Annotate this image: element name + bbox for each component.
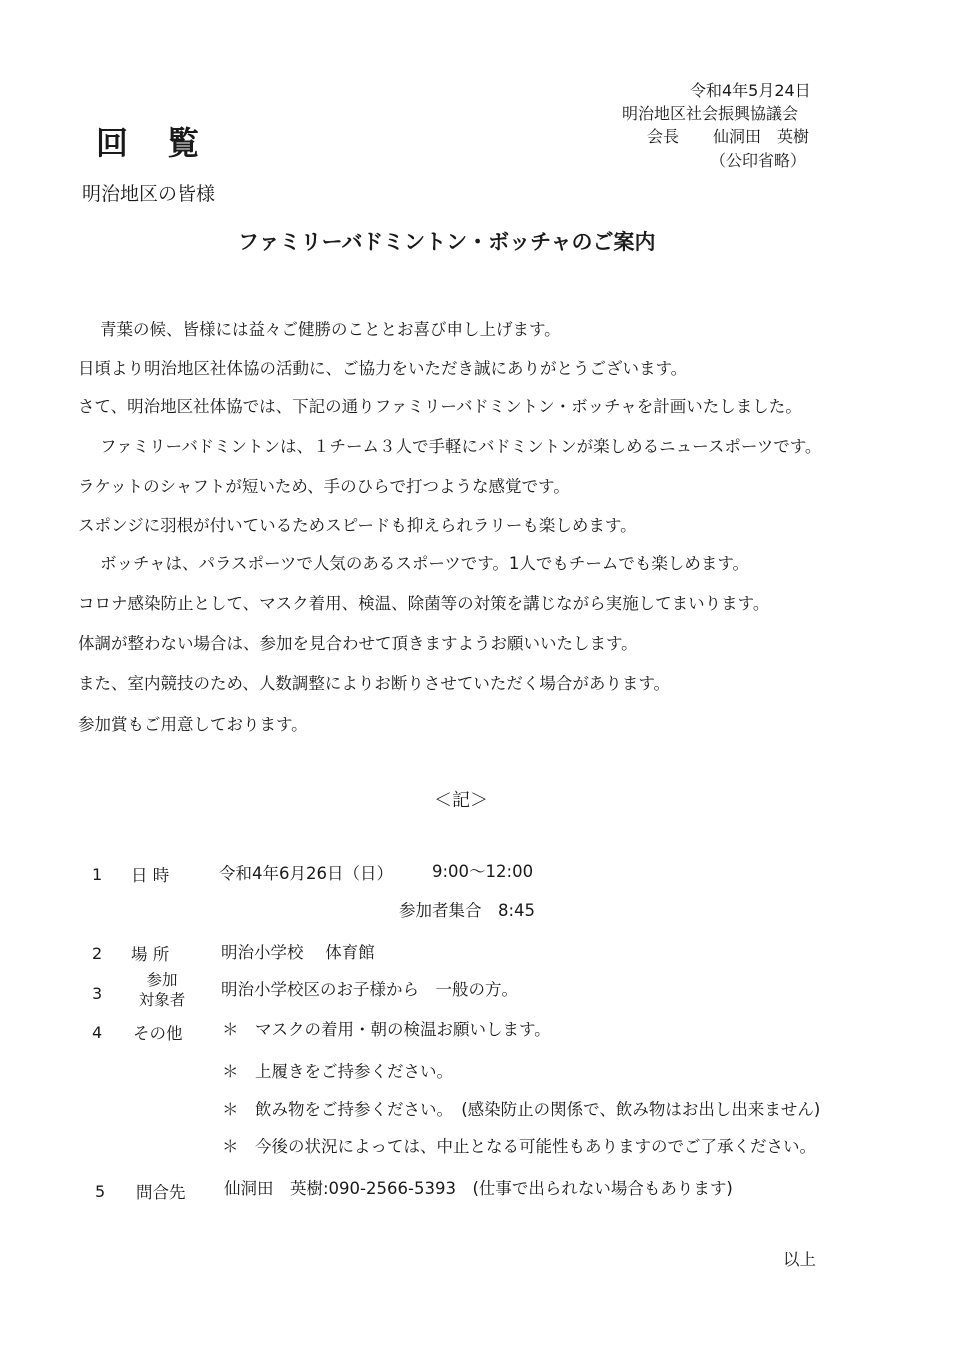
issue-date: 令和4年5月24日 [690, 81, 811, 100]
item-label-contact: 問合先 [136, 1183, 186, 1202]
item-number: 2 [92, 944, 103, 963]
body-line: さて、明治地区社体協では、下記の通りファミリーバドミントン・ボッチャを計画いたしました。 [78, 397, 802, 416]
note-item: ＊ 今後の状況によっては、中止となる可能性もありますのでご了承ください。 [222, 1137, 816, 1156]
body-line: また、室内競技のため、人数調整によりお断りさせていただく場合があります。 [78, 674, 671, 693]
body-line: コロナ感染防止として、マスク着用、検温、除菌等の対策を講じながら実施してまいります。 [78, 594, 770, 613]
item-number: 4 [92, 1023, 103, 1042]
chair-name: 仙洞田 英樹 [713, 127, 810, 146]
body-line: 体調が整わない場合は、参加を見合わせて頂きますようお願いいたします。 [78, 634, 638, 653]
chair-line [647, 124, 809, 147]
body-line: 日頃より明治地区社体協の活動に、ご協力をいただき誠にありがとうございます。 [78, 359, 688, 378]
participants-value: 明治小学校区のお子様から 一般の方。 [221, 980, 518, 999]
assembly-time: 参加者集合 8:45 [399, 901, 536, 920]
event-date: 令和4年6月26日（日） [219, 864, 393, 883]
contact-value: 仙洞田 英樹:090-2566-5393 (仕事で出られない場合もあります) [224, 1179, 733, 1198]
body-line: 参加賞もご用意しております。 [78, 715, 308, 734]
item-number: 5 [95, 1182, 106, 1201]
item-number: 1 [92, 865, 103, 884]
event-time: 9:00～12:00 [432, 862, 534, 881]
item-label-place: 場 所 [131, 945, 170, 964]
note-item: ＊ マスクの着用・朝の検温お願いします。 [222, 1020, 551, 1039]
issuing-organization: 明治地区社会振興協議会 [622, 104, 799, 123]
circulation-heading: 回 覧 [96, 124, 214, 162]
body-line: ファミリーバドミントンは、１チーム３人で手軽にバドミントンが楽しめるニュースポーツです。 [100, 437, 822, 456]
chair-title: 会長 [647, 127, 680, 146]
item-label-datetime: 日 時 [131, 866, 170, 885]
closing-mark: 以上 [783, 1250, 816, 1269]
label-line: 参加 [146, 971, 178, 989]
event-place: 明治小学校 体育館 [221, 943, 375, 962]
seal-omitted-note: （公印省略） [710, 151, 807, 170]
body-line: ボッチャは、パラスポーツで人気のあるスポーツです。1人でもチームでも楽しめます。 [100, 554, 750, 573]
body-line: スポンジに羽根が付いているためスピードも抑えられラリーも楽しめます。 [78, 516, 637, 535]
item-label-other: その他 [133, 1024, 183, 1043]
note-item: ＊ 上履きをご持参ください。 [222, 1062, 453, 1081]
addressee: 明治地区の皆様 [82, 183, 216, 205]
item-label-participants [132, 970, 192, 1010]
note-item: ＊ 飲み物をご持参ください。 (感染防止の関係で、飲み物はお出し出来ません) [222, 1100, 821, 1119]
document-title: ファミリーバドミントン・ボッチャのご案内 [238, 230, 656, 254]
item-number: 3 [92, 984, 103, 1003]
ki-heading: ＜記＞ [434, 790, 488, 811]
body-line: ラケットのシャフトが短いため、手のひらで打つような感覚です。 [78, 477, 570, 496]
body-line: 青葉の候、皆様には益々ご健勝のこととお喜び申し上げます。 [100, 320, 561, 339]
label-line: 対象者 [138, 991, 186, 1009]
